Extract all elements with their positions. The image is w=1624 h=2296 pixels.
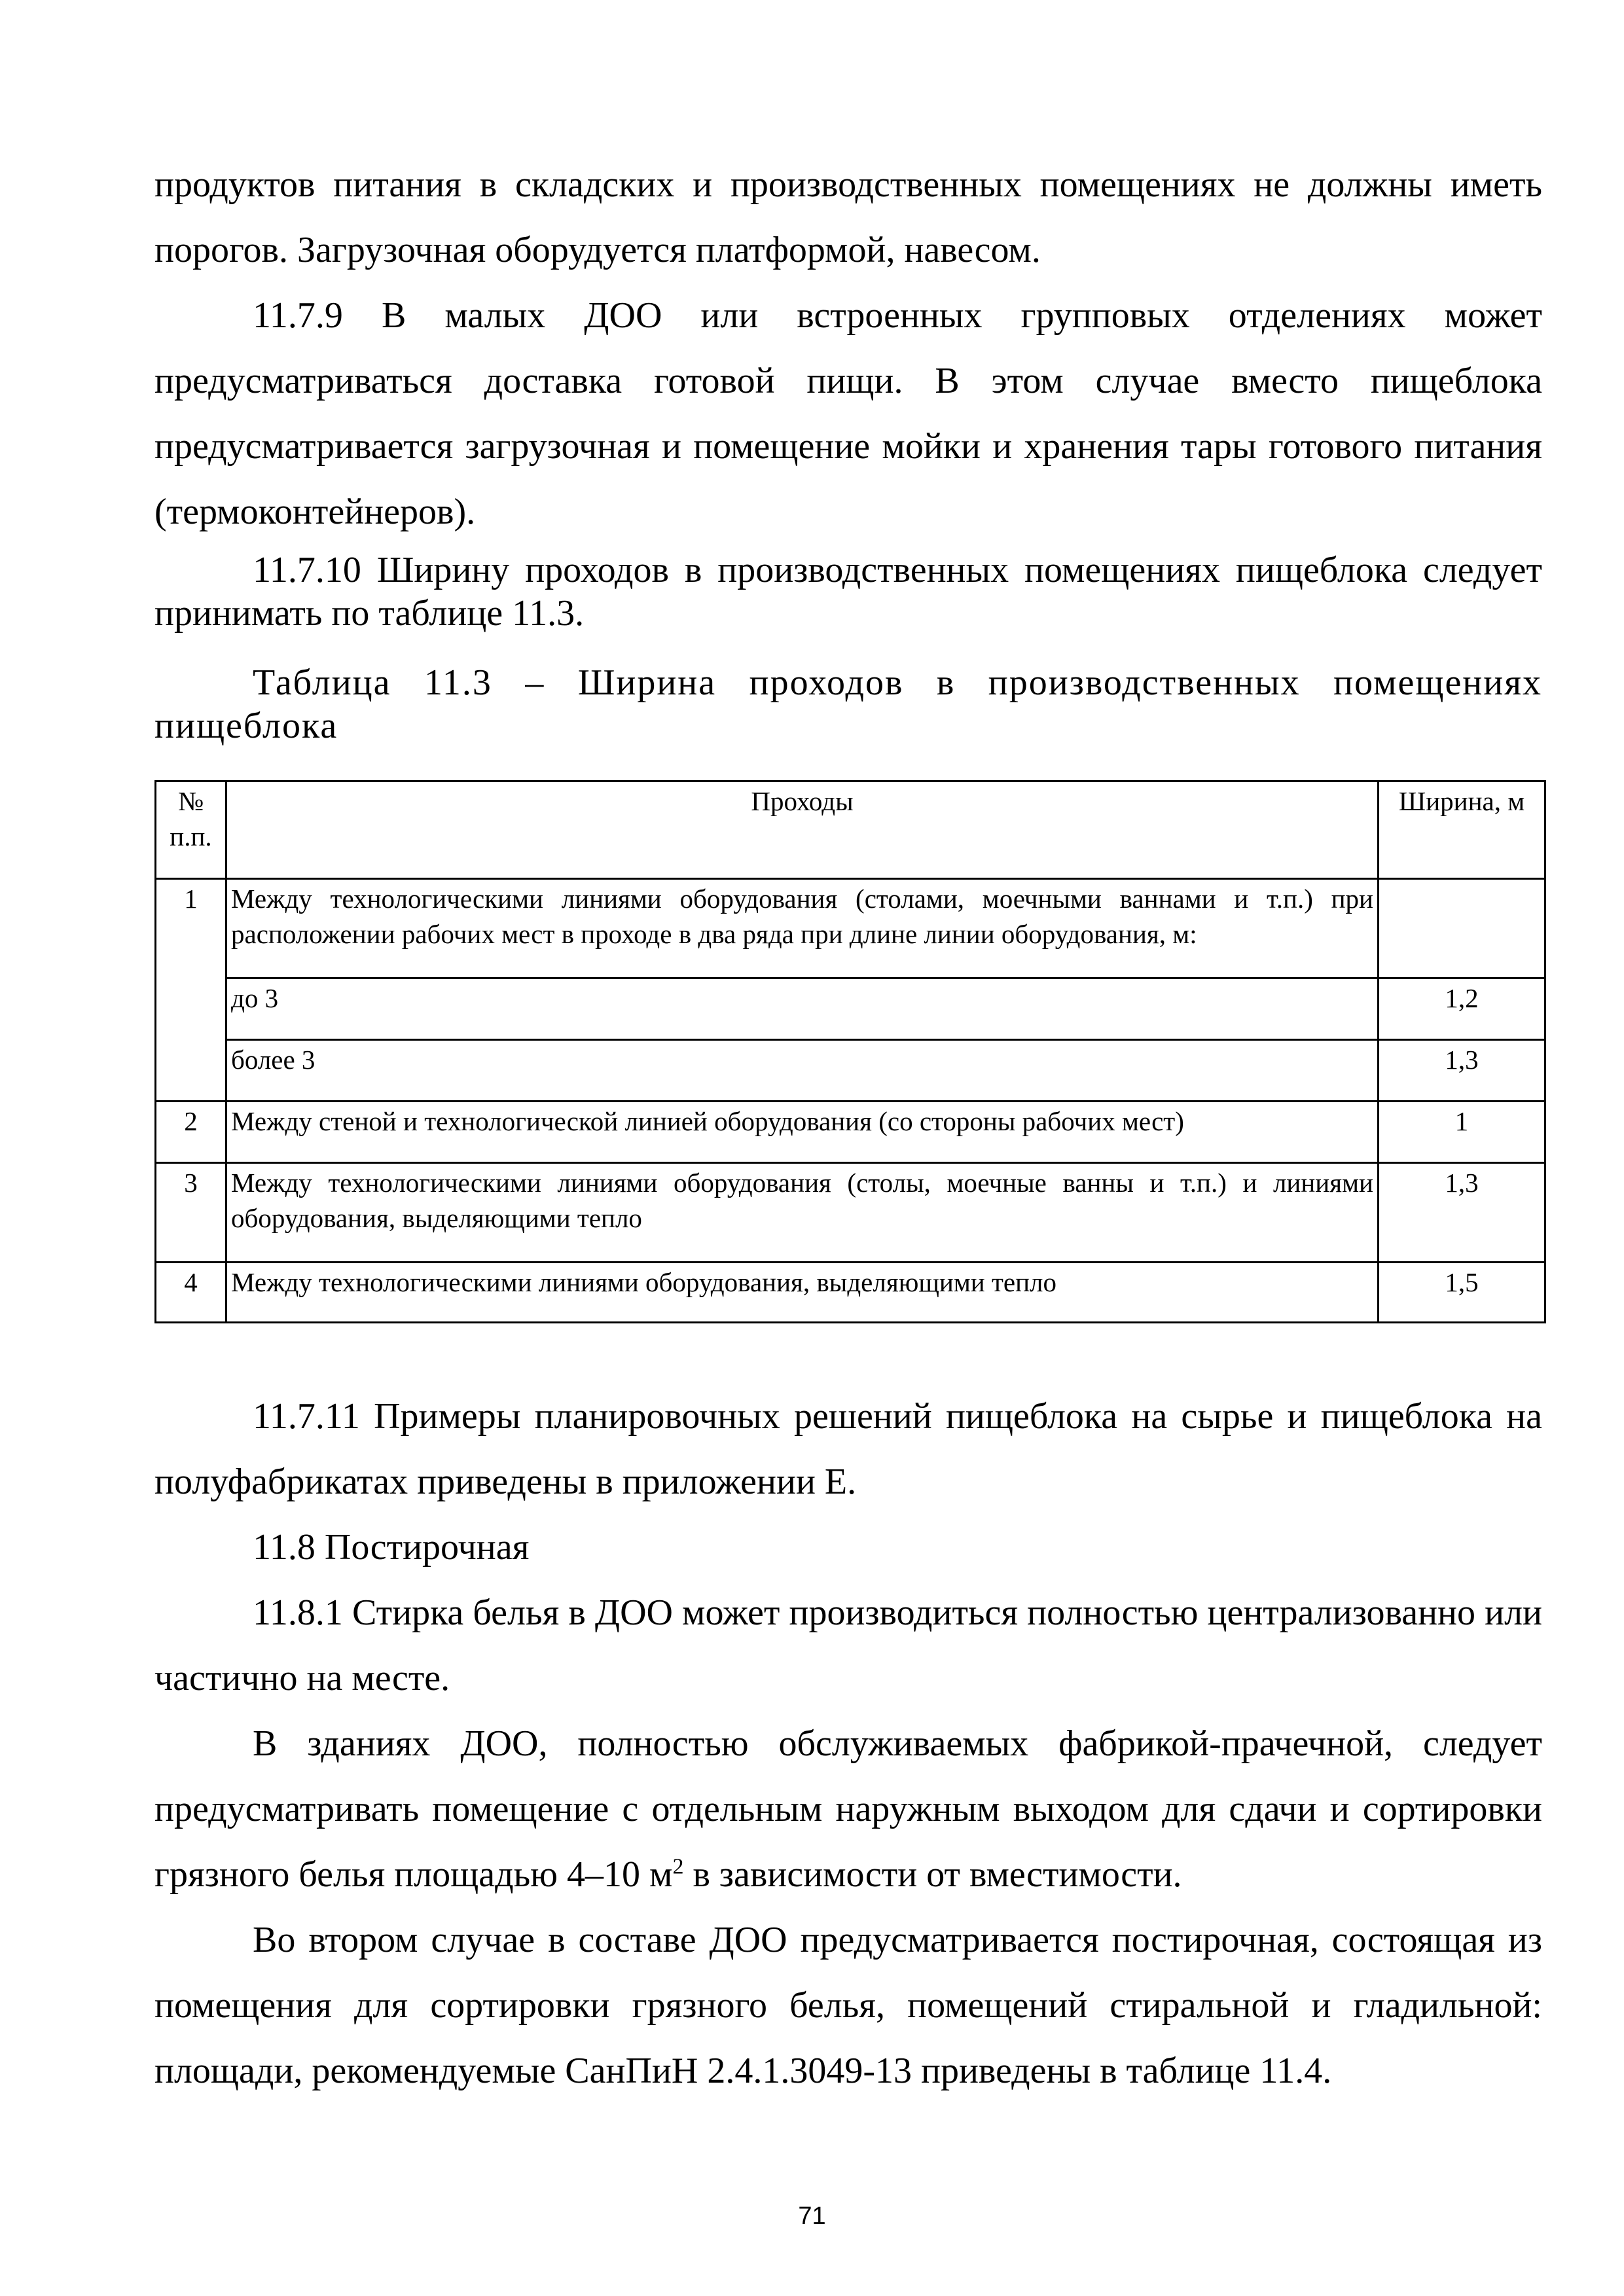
paragraph-11-8-1: 11.8.1 Стирка белья в ДОО может производиться полностью централизованно или частично на месте. <box>154 1592 1542 1698</box>
row-number: 4 <box>156 1263 226 1323</box>
row-width: 1,2 <box>1379 978 1545 1040</box>
table-row <box>156 1040 1545 1102</box>
header-number-symbol: № <box>177 786 204 816</box>
section-heading-11-8: 11.8 Постирочная <box>253 1527 530 1568</box>
table-row <box>156 1102 1545 1163</box>
row-passage: более 3 <box>226 1040 1379 1102</box>
header-width: Ширина, м <box>1379 781 1545 879</box>
row-number: 3 <box>156 1163 226 1263</box>
paragraph-second-case: Во втором случае в составе ДОО предусматривается постирочная, состоящая из помещения для сортировки грязного белья, помещений стиральной и гладильной: площади, рекомендуемые СанПиН 2.4.1.3049-13 приведены в таблице 11.4. <box>154 1920 1542 2091</box>
paragraph-11-7-9: 11.7.9 В малых ДОО или встроенных групповых отделениях может предусматриваться доставка готовой пищи. В этом случае вместо пищеблока предусматривается загрузочная и помещение мойки и хранения тары готового питания (термоконтейнеров). <box>154 295 1542 532</box>
row-number: 2 <box>156 1102 226 1163</box>
header-number-abbr: п.п. <box>170 821 212 852</box>
page-number: 71 <box>798 2202 826 2230</box>
table-row <box>156 1263 1545 1323</box>
row-width: 1,3 <box>1379 1163 1545 1263</box>
paragraph-11-7-10: 11.7.10 Ширину проходов в производственных помещениях пищеблока следует принимать по таблице 11.3. <box>154 550 1542 634</box>
paragraph-laundry-factory <box>154 1711 1542 1907</box>
paragraph-laundry-text-end: в зависимости от вместимости. <box>683 1854 1182 1895</box>
table-row <box>156 1163 1545 1263</box>
row-passage: Между стеной и технологической линией оборудования (со стороны рабочих мест) <box>226 1102 1379 1163</box>
table-row <box>156 978 1545 1040</box>
paragraph-laundry-text: В зданиях ДОО, полностью обслуживаемых фабрикой-прачечной, следует предусматривать помещение с отдельным наружным выходом для сдачи и сортировки грязного белья площадью 4–10 м <box>154 1723 1542 1895</box>
passage-width-table <box>154 780 1546 1323</box>
row-passage: Между технологическими линиями оборудования, выделяющими тепло <box>226 1263 1379 1323</box>
row-width <box>1379 879 1545 978</box>
row-width: 1 <box>1379 1102 1545 1163</box>
paragraph-food-products: продуктов питания в складских и производственных помещениях не должны иметь порогов. Загрузочная оборудуется платформой, навесом. <box>154 164 1542 270</box>
row-width: 1,3 <box>1379 1040 1545 1102</box>
row-passage: Между технологическими линиями оборудования (столы, моечные ванны и т.п.) и линиями оборудования, выделяющими тепло <box>226 1163 1379 1263</box>
row-number: 1 <box>156 879 226 1102</box>
row-width: 1,5 <box>1379 1263 1545 1323</box>
table-caption: Таблица 11.3 – Ширина проходов в производственных помещениях пищеблока <box>154 662 1542 746</box>
header-number <box>156 781 226 879</box>
superscript-2: 2 <box>672 1854 684 1879</box>
table-row <box>156 879 1545 978</box>
table-header-row <box>156 781 1545 879</box>
row-passage: до 3 <box>226 978 1379 1040</box>
row-passage: Между технологическими линиями оборудования (столами, моечными ваннами и т.п.) при расположении рабочих мест в проходе в два ряда при длине линии оборудования, м: <box>226 879 1379 978</box>
header-passages: Проходы <box>226 781 1379 879</box>
paragraph-11-7-11: 11.7.11 Примеры планировочных решений пищеблока на сырье и пищеблока на полуфабрикатах приведены в приложении Е. <box>154 1396 1542 1502</box>
